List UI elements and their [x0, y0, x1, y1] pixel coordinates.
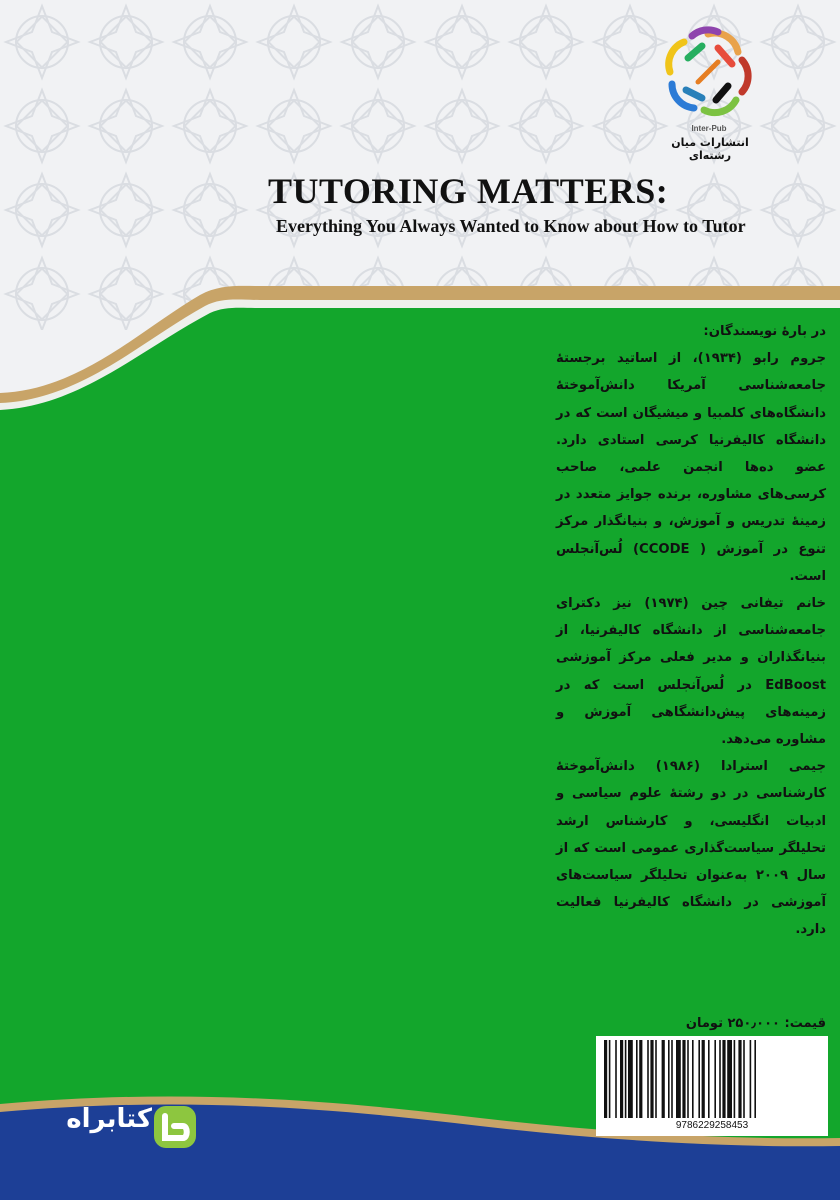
barcode-bar: [727, 1040, 732, 1118]
publisher-name-fa: انتشارات میان رشته‌ای: [671, 136, 749, 162]
book-title: TUTORING MATTERS:: [268, 171, 669, 211]
barcode-bar: [692, 1040, 694, 1118]
barcode-bar: [750, 1040, 752, 1118]
barcode-bar: [698, 1040, 700, 1118]
barcode-bar: [620, 1040, 623, 1118]
barcode-bar: [647, 1040, 649, 1118]
isbn-number: 9786229258453: [675, 1120, 749, 1131]
ketabrah-brand: [40, 1098, 210, 1154]
isbn-barcode: [596, 1036, 828, 1136]
about-heading: در بارهٔ نویسندگان:: [703, 324, 826, 339]
barcode-bar: [719, 1040, 721, 1118]
publisher-name-en: Inter-Pub: [691, 124, 727, 133]
author-bio-chin: خانم تیفانی چین (۱۹۷۴) نیز دکترای جامعه‌شناسی از دانشگاه کالیفرنیا، از بنیانگذاران و مدیر فعلی مرکز آموزشی EdBoost در لُس‌آنجلس است که در زمینه‌های پیش‌دانشگاهی آموزش و مشاوره می‌دهد.: [556, 596, 826, 748]
barcode-bar: [687, 1040, 689, 1118]
barcode-bar: [671, 1040, 673, 1118]
ketabrah-logo-icon: [152, 1104, 198, 1150]
barcode-bar: [604, 1040, 607, 1118]
barcode-bar: [628, 1040, 633, 1118]
barcode-bar: [708, 1040, 710, 1118]
brand-name: کتابراه: [66, 1104, 152, 1134]
barcode-bar: [662, 1040, 665, 1118]
barcode-bar: [636, 1040, 638, 1118]
barcode-bar: [754, 1040, 756, 1118]
barcode-bars: [602, 1040, 822, 1118]
about-authors-text: [556, 318, 826, 944]
barcode-bar: [702, 1040, 705, 1118]
barcode-bar: [625, 1040, 627, 1118]
barcode-bar: [682, 1040, 685, 1118]
barcode-bar: [734, 1040, 736, 1118]
price-label: قیمت: ۲۵۰٫۰۰۰ تومان: [685, 1016, 826, 1031]
barcode-bar: [722, 1040, 725, 1118]
barcode-bar: [714, 1040, 716, 1118]
barcode-bar: [676, 1040, 681, 1118]
barcode-bar: [639, 1040, 642, 1118]
author-bio-estrada: جیمی استرادا (۱۹۸۶) دانش‌آموختهٔ کارشناسی در دو رشتهٔ علوم سیاسی و ادبیات انگلیسی، و کارشناس ارشد تحلیلگر سیاست‌گذاری عمومی است که از سال ۲۰۰۹ به‌عنوان تحلیلگر سیاست‌های آموزشی در دانشگاه کالیفرنیا فعالیت دارد.: [556, 759, 826, 938]
author-bio-rabow: جروم رابو (۱۹۳۴)، از اساتید برجستهٔ جامعه‌شناسی آمریکا دانش‌آموختهٔ دانشگاه‌های کلمبیا و میشیگان است که در دانشگاه کالیفرنیا کرسی استادی دارد. عضو ده‌ها انجمن علمی، صاحب کرسی‌های مشاوره، برنده جوایز متعدد در زمینهٔ تدریس و آموزش، و بنیانگذار مرکز تنوع در آموزش ( CCODE) لُس‌آنجلس است.: [556, 351, 826, 584]
barcode-bar: [655, 1040, 657, 1118]
publisher-logo: [652, 16, 764, 128]
book-subtitle: Everything You Always Wanted to Know about How to Tutor: [276, 216, 746, 236]
barcode-bar: [738, 1040, 741, 1118]
barcode-bar: [743, 1040, 745, 1118]
barcode-bar: [668, 1040, 670, 1118]
barcode-bar: [609, 1040, 611, 1118]
barcode-bar: [615, 1040, 617, 1118]
barcode-bar: [650, 1040, 653, 1118]
